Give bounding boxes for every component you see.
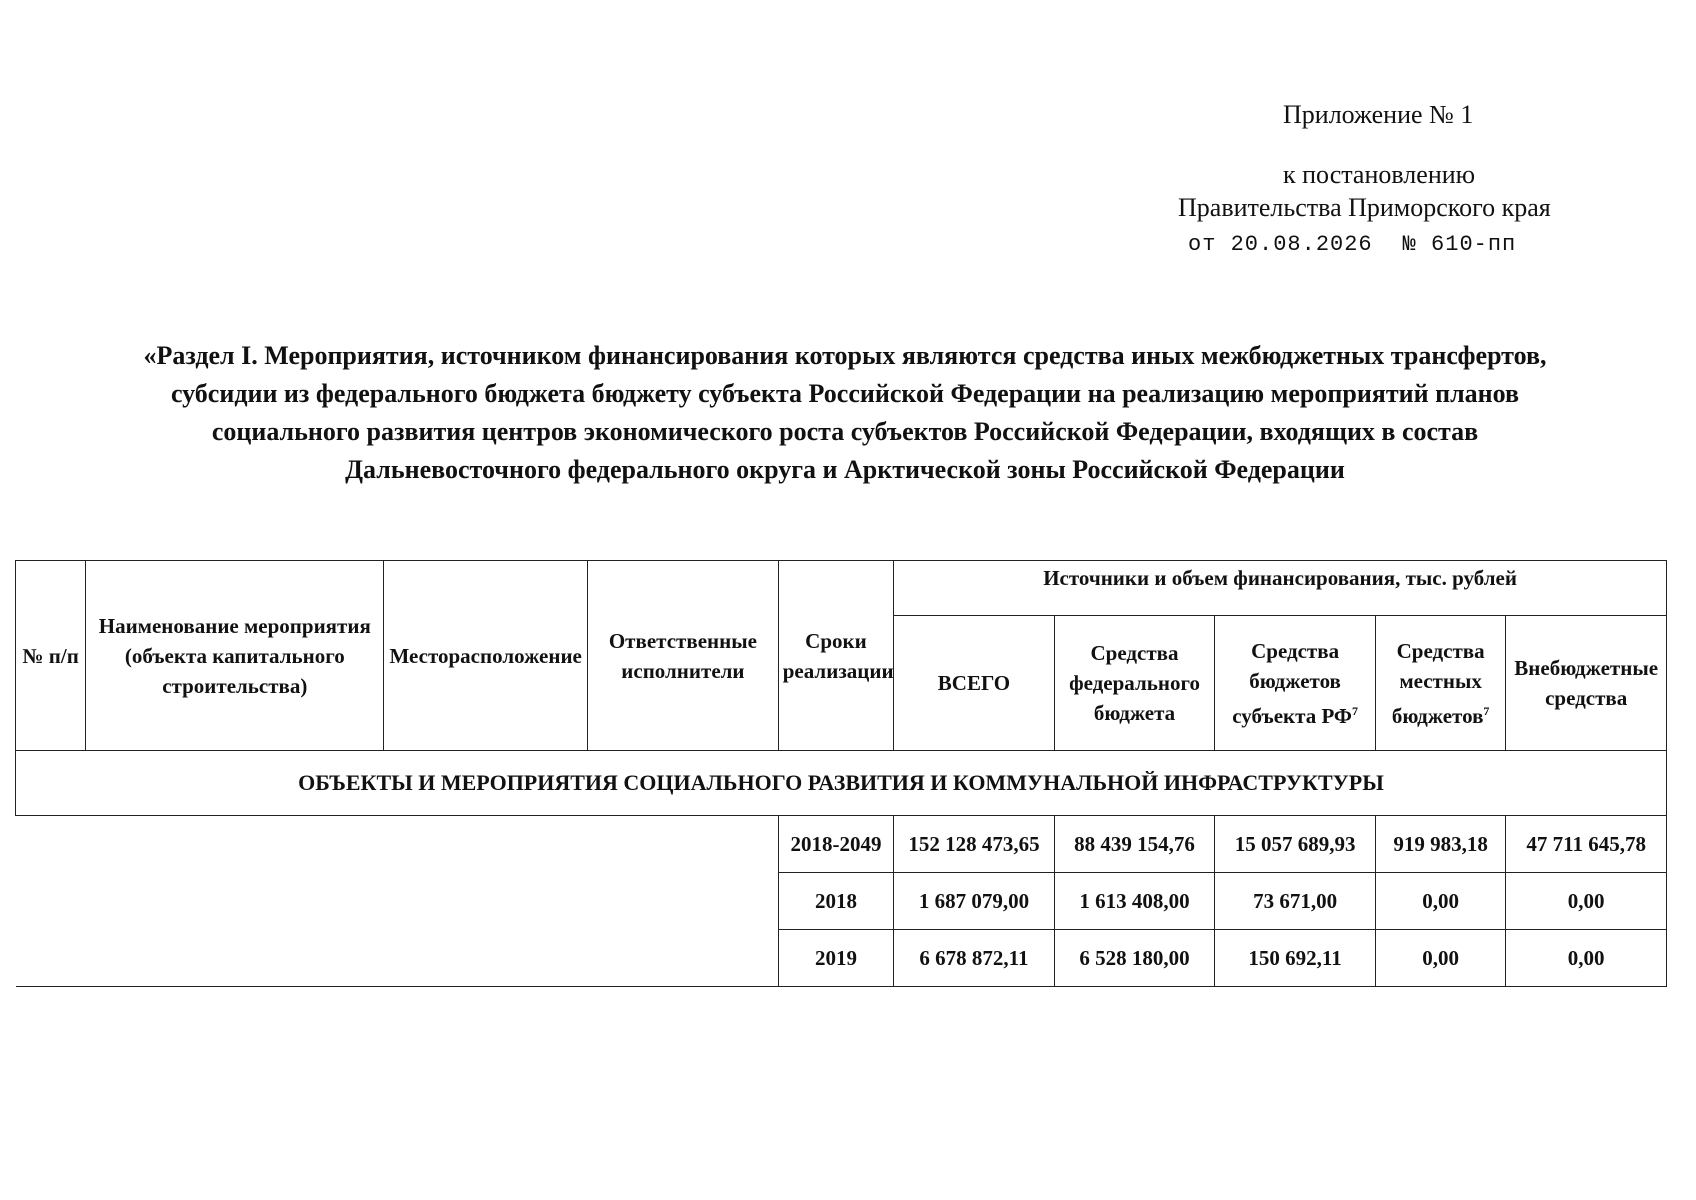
header-local xyxy=(1375,616,1505,751)
financing-table xyxy=(15,560,1667,987)
appendix-to-resolution: к постановлению xyxy=(1283,160,1476,189)
appendix-title: Приложение № 1 xyxy=(1283,100,1474,129)
header-row-1 xyxy=(16,561,1667,616)
footnote-ref: 7 xyxy=(1351,703,1358,718)
cell-extra: 47 711 645,78 xyxy=(1506,816,1667,873)
cell-federal: 88 439 154,76 xyxy=(1054,816,1215,873)
cell-local: 0,00 xyxy=(1375,873,1505,930)
cell-period: 2018 xyxy=(778,873,893,930)
cell-local: 919 983,18 xyxy=(1375,816,1505,873)
cell-period: 2019 xyxy=(778,930,893,987)
cell-subject: 73 671,00 xyxy=(1215,873,1376,930)
table-row xyxy=(16,816,1667,873)
cell-federal: 1 613 408,00 xyxy=(1054,873,1215,930)
table-row xyxy=(16,873,1667,930)
table-row xyxy=(16,930,1667,987)
header-sources: Источники и объем финансирования, тыс. рублей xyxy=(894,561,1667,616)
cell-period: 2018-2049 xyxy=(778,816,893,873)
footnote-ref: 7 xyxy=(1483,703,1490,718)
resolution-date: от 20.08.2026 xyxy=(1188,232,1373,257)
resolution-number: № 610-пп xyxy=(1402,232,1517,257)
header-subject xyxy=(1215,616,1376,751)
header-subject-text: Средства бюджетов субъекта РФ xyxy=(1232,638,1352,728)
appendix-date-line xyxy=(1188,232,1546,257)
cell-subject: 150 692,11 xyxy=(1215,930,1376,987)
cell-subject: 15 057 689,93 xyxy=(1215,816,1376,873)
cell-extra: 0,00 xyxy=(1506,930,1667,987)
heading-line: «Раздел I. Мероприятия, источником финансирования которых являются средства иных межбюджетных трансфертов, xyxy=(143,341,1547,370)
appendix-government: Правительства Приморского края xyxy=(1178,193,1551,222)
header-num: № п/п xyxy=(16,561,86,751)
header-responsible: Ответственные исполнители xyxy=(588,561,779,751)
empty-cell xyxy=(16,873,779,930)
section-heading xyxy=(40,337,1650,489)
cell-local: 0,00 xyxy=(1375,930,1505,987)
cell-federal: 6 528 180,00 xyxy=(1054,930,1215,987)
header-location: Месторасположение xyxy=(384,561,588,751)
section-title: ОБЪЕКТЫ И МЕРОПРИЯТИЯ СОЦИАЛЬНОГО РАЗВИТИЯ И КОММУНАЛЬНОЙ ИНФРАСТРУКТУРЫ xyxy=(16,751,1667,816)
cell-total: 6 678 872,11 xyxy=(894,930,1055,987)
header-name: Наименование мероприятия (объекта капитального строительства) xyxy=(86,561,384,751)
header-period: Сроки реализации xyxy=(778,561,893,751)
cell-total: 152 128 473,65 xyxy=(894,816,1055,873)
header-total: ВСЕГО xyxy=(894,616,1055,751)
cell-total: 1 687 079,00 xyxy=(894,873,1055,930)
section-row xyxy=(16,751,1667,816)
heading-line: Дальневосточного федерального округа и Арктической зоны Российской Федерации xyxy=(345,455,1345,484)
empty-cell xyxy=(16,816,779,873)
cell-extra: 0,00 xyxy=(1506,873,1667,930)
heading-line: социального развития центров экономического роста субъектов Российской Федерации, входящих в состав xyxy=(211,417,1479,446)
header-local-text: Средства местных бюджетов xyxy=(1391,638,1485,728)
heading-line: субсидии из федерального бюджета бюджету субъекта Российской Федерации на реализацию мероприятий планов xyxy=(170,379,1520,408)
header-extra: Внебюджетные средства xyxy=(1506,616,1667,751)
header-federal: Средства федерального бюджета xyxy=(1054,616,1215,751)
empty-cell xyxy=(16,930,779,987)
